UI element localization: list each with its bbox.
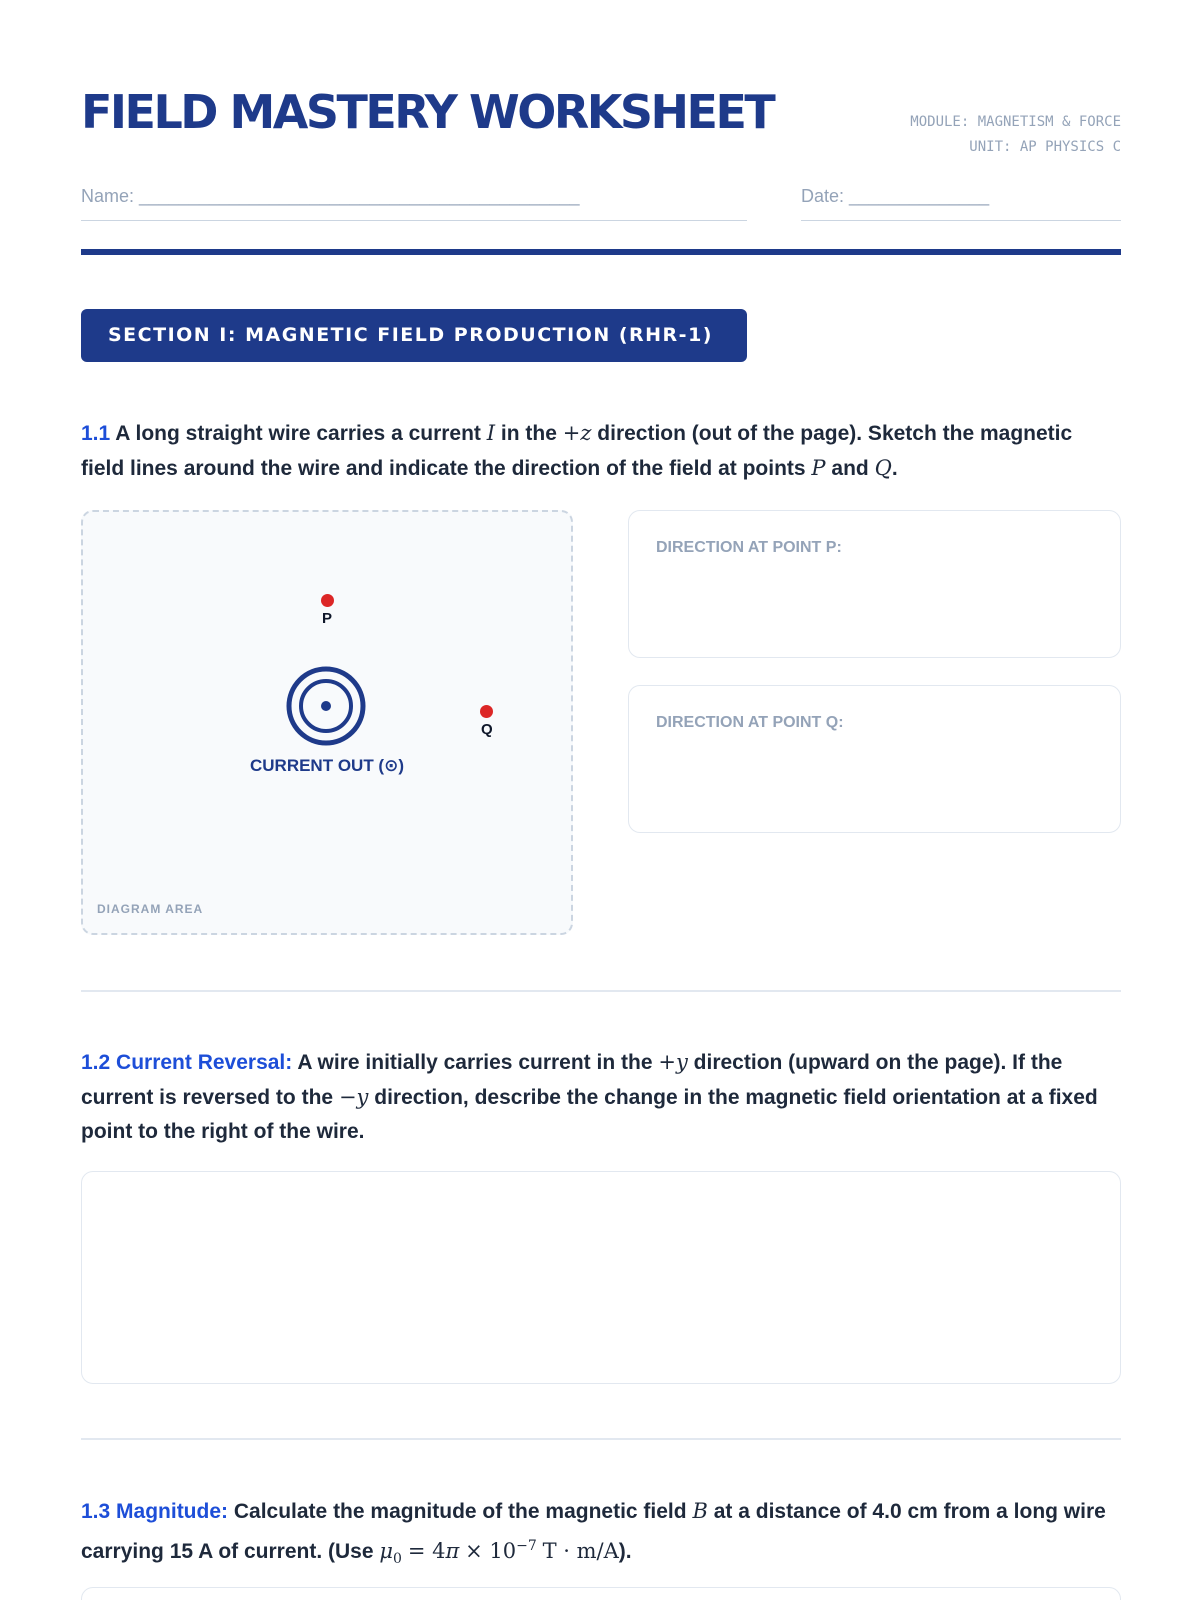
- answer-box-1-3[interactable]: [81, 1587, 1121, 1600]
- math-unit: T · m/A: [542, 1539, 619, 1563]
- worksheet-title: FIELD MASTERY WORKSHEET: [81, 85, 774, 139]
- wire-current-out-icon: [286, 666, 366, 746]
- question-text: direction, describe the change in the magnetic field orientation at a fixed point to the right of the wire.: [81, 1086, 1098, 1143]
- date-field[interactable]: Date: ______________: [801, 186, 1121, 221]
- math-symbol: μ: [379, 1539, 394, 1563]
- name-field[interactable]: Name: ____________________________________________: [81, 186, 747, 221]
- math-expression: = 4: [407, 1539, 446, 1563]
- question-divider: [81, 990, 1121, 992]
- wire-label: CURRENT OUT (⊙): [249, 756, 404, 775]
- question-1-2: [81, 1045, 1121, 1149]
- answer-box-point-p[interactable]: [628, 510, 1121, 658]
- question-text: in the: [500, 422, 557, 445]
- mu-zero: [379, 1539, 402, 1568]
- worksheet-meta: [910, 110, 1121, 160]
- worksheet-header: [81, 84, 1121, 164]
- point-q-marker: [480, 705, 493, 718]
- math-variable: −y: [338, 1085, 369, 1109]
- header-divider: [81, 249, 1121, 255]
- worksheet-page: [81, 0, 1121, 1600]
- math-variable: +y: [658, 1050, 688, 1074]
- question-text: ).: [618, 1540, 632, 1563]
- question-number: 1.1: [81, 422, 111, 445]
- question-text: Calculate the magnitude of the magnetic field: [233, 1500, 687, 1523]
- point-p-label: P: [322, 610, 333, 627]
- math-subscript: 0: [393, 1551, 402, 1568]
- math-variable: Q: [874, 456, 892, 480]
- answer-label-point-p: DIRECTION AT POINT P:: [656, 539, 842, 556]
- question-text: at a distance of 4.0 cm from a long wire carrying 15 A of current. (Use: [81, 1500, 1106, 1563]
- question-text: direction (upward on the page). If the current is reversed to the: [81, 1051, 1063, 1109]
- section-title: SECTION I: MAGNETIC FIELD PRODUCTION (RHR-1): [81, 309, 747, 362]
- question-number: 1.2 Current Reversal:: [81, 1051, 293, 1074]
- question-divider: [81, 1438, 1121, 1440]
- math-symbol: π: [445, 1539, 460, 1563]
- math-variable: I: [486, 421, 496, 445]
- point-p-marker: [321, 594, 334, 607]
- answer-box-point-q[interactable]: [628, 685, 1121, 833]
- unit-label: UNIT: AP PHYSICS C: [969, 139, 1121, 155]
- math-expression: × 10: [465, 1539, 517, 1563]
- math-variable: P: [811, 456, 826, 480]
- math-exponent: −7: [516, 1538, 537, 1554]
- answer-label-point-q: DIRECTION AT POINT Q:: [656, 714, 844, 731]
- question-text: .: [891, 457, 898, 480]
- question-text: direction (out of the page). Sketch the magnetic field lines around the wire and indicate the direction of the field at points: [81, 422, 1073, 480]
- question-text: A long straight wire carries a current: [115, 422, 481, 445]
- math-variable: B: [692, 1499, 708, 1523]
- question-text: A wire initially carries current in the: [297, 1051, 653, 1074]
- question-1-3: [81, 1494, 1121, 1576]
- question-text: and: [831, 457, 869, 480]
- question-number: 1.3 Magnitude:: [81, 1500, 229, 1523]
- answer-box-1-2[interactable]: [81, 1171, 1121, 1384]
- diagram-area[interactable]: [81, 510, 573, 935]
- math-variable: +z: [562, 421, 592, 445]
- question-1-1: [81, 416, 1121, 486]
- diagram-area-label: DIAGRAM AREA: [97, 902, 204, 916]
- module-label: MODULE: MAGNETISM & FORCE: [910, 114, 1121, 130]
- point-q-label: Q: [481, 721, 493, 738]
